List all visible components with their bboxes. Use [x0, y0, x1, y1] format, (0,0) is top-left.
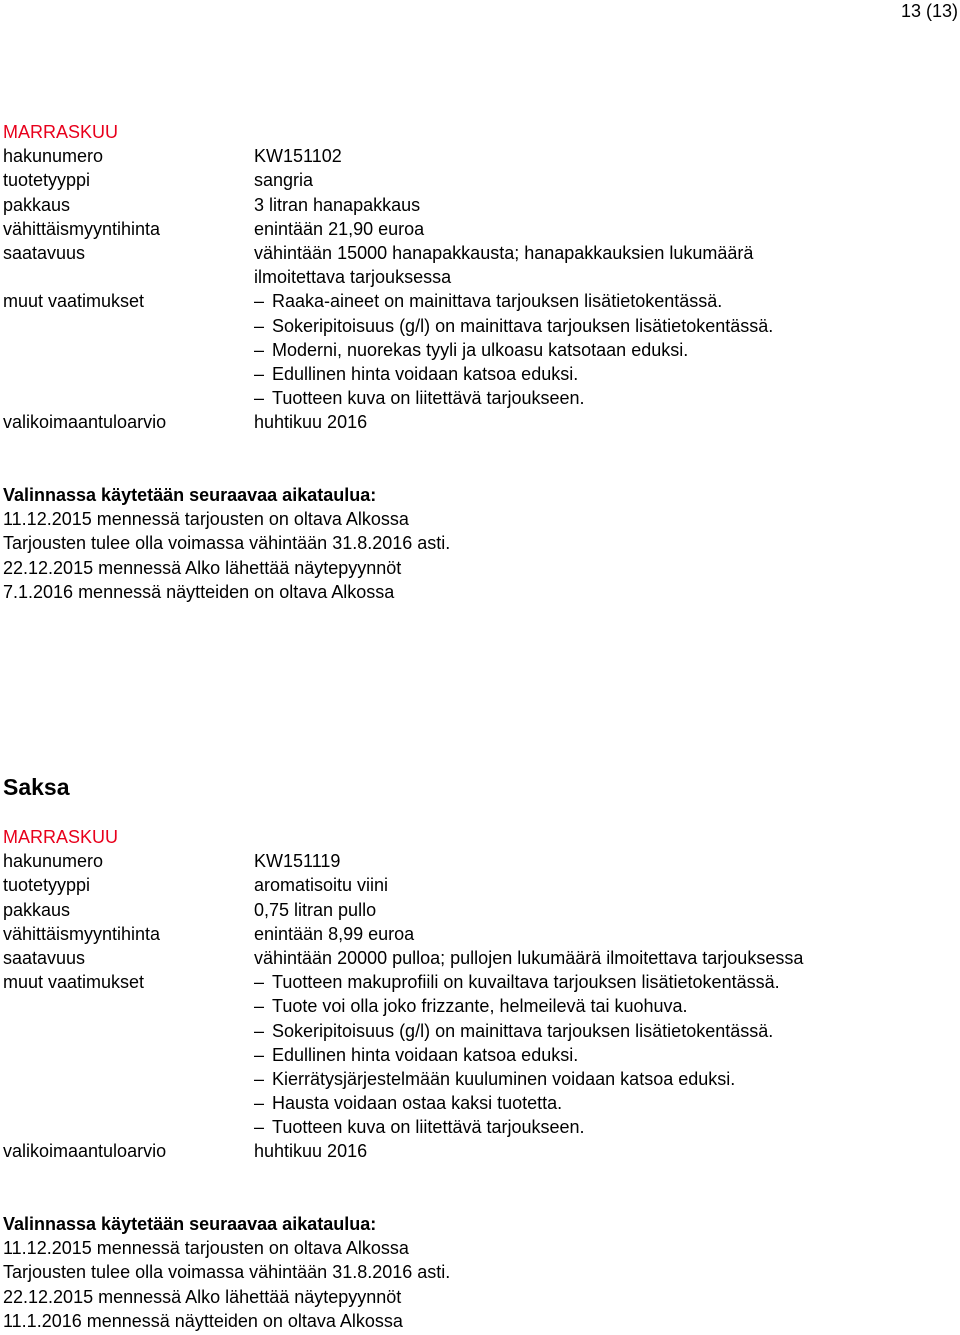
requirement-item: – Sokeripitoisuus (g/l) on mainittava tarjouksen lisätietokentässä. — [254, 1020, 774, 1041]
requirement-item: – Hausta voidaan ostaa kaksi tuotetta. — [254, 1093, 563, 1114]
field-value: enintään 21,90 euroa — [254, 218, 425, 239]
schedule-heading: Valinnassa käytetään seuraavaa aikataulua: — [3, 1214, 377, 1234]
requirement-row — [3, 1115, 953, 1139]
requirement-row — [3, 1091, 953, 1115]
field-label: pakkaus — [3, 899, 71, 920]
tender-section-2 — [3, 825, 953, 1164]
field-pakkaus — [3, 193, 953, 217]
requirement-item: – Tuote voi olla joko frizzante, helmeilevä tai kuohuva. — [254, 996, 688, 1017]
requirement-row — [3, 386, 953, 410]
field-label: tuotetyyppi — [3, 170, 91, 191]
field-tuotetyyppi — [3, 168, 953, 192]
field-label: tuotetyyppi — [3, 875, 91, 896]
field-label: vähittäismyyntihinta — [3, 923, 161, 944]
field-saatavuus-cont — [3, 265, 953, 289]
country-heading: Saksa — [3, 774, 70, 800]
requirement-row — [3, 1043, 953, 1067]
field-arvio — [3, 410, 953, 434]
requirement-row — [3, 362, 953, 386]
field-muut — [3, 970, 953, 994]
field-value: KW151102 — [254, 146, 342, 167]
field-label: pakkaus — [3, 194, 71, 215]
field-value: 3 litran hanapakkaus — [254, 194, 421, 215]
requirement-item: – Edullinen hinta voidaan katsoa eduksi. — [254, 1044, 579, 1065]
field-hinta — [3, 922, 953, 946]
field-pakkaus — [3, 898, 953, 922]
field-label: hakunumero — [3, 851, 104, 872]
field-label: valikoimaantuloarvio — [3, 1141, 167, 1162]
field-value: ilmoitettava tarjouksessa — [254, 267, 452, 288]
schedule-heading: Valinnassa käytetään seuraavaa aikataulua: — [3, 485, 377, 505]
schedule-section-2 — [3, 1212, 953, 1333]
field-label: vähittäismyyntihinta — [3, 218, 161, 239]
field-value: vähintään 20000 pulloa; pullojen lukumäärä ilmoitettava tarjouksessa — [254, 947, 804, 968]
month-heading: MARRASKUU — [3, 122, 119, 142]
field-value: huhtikuu 2016 — [254, 412, 368, 433]
field-label: saatavuus — [3, 947, 86, 968]
requirement-row — [3, 994, 953, 1018]
field-hakunumero — [3, 849, 953, 873]
schedule-item: 22.12.2015 mennessä Alko lähettää näytepyynnöt — [3, 557, 402, 578]
requirement-item: – Tuotteen kuva on liitettävä tarjoukseen. — [254, 388, 585, 409]
schedule-item: 11.1.2016 mennessä näytteiden on oltava Alkossa — [3, 1310, 403, 1331]
field-label: saatavuus — [3, 242, 86, 263]
field-hakunumero — [3, 144, 953, 168]
schedule-section-1 — [3, 483, 953, 604]
requirement-item: – Tuotteen makuprofiili on kuvailtava tarjouksen lisätietokentässä. — [254, 972, 780, 993]
field-value: aromatisoitu viini — [254, 875, 389, 896]
field-value: huhtikuu 2016 — [254, 1141, 368, 1162]
field-label: muut vaatimukset — [3, 972, 145, 993]
field-hinta — [3, 217, 953, 241]
requirement-item: – Tuotteen kuva on liitettävä tarjoukseen. — [254, 1117, 585, 1138]
field-label: hakunumero — [3, 146, 104, 167]
requirement-item: – Kierrätysjärjestelmään kuuluminen voidaan katsoa eduksi. — [254, 1068, 736, 1089]
requirement-item: – Raaka-aineet on mainittava tarjouksen lisätietokentässä. — [254, 291, 723, 312]
page-number: 13 (13) — [900, 1, 958, 21]
schedule-item: 22.12.2015 mennessä Alko lähettää näytepyynnöt — [3, 1286, 402, 1307]
field-label: valikoimaantuloarvio — [3, 412, 167, 433]
field-arvio — [3, 1139, 953, 1163]
requirement-item: – Sokeripitoisuus (g/l) on mainittava tarjouksen lisätietokentässä. — [254, 315, 774, 336]
requirement-row — [3, 314, 953, 338]
field-value: KW151119 — [254, 851, 341, 872]
requirement-item: – Edullinen hinta voidaan katsoa eduksi. — [254, 363, 579, 384]
field-value: 0,75 litran pullo — [254, 899, 377, 920]
tender-section-1 — [3, 120, 953, 434]
field-tuotetyyppi — [3, 873, 953, 897]
field-saatavuus — [3, 946, 953, 970]
requirement-row — [3, 1067, 953, 1091]
schedule-item: Tarjousten tulee olla voimassa vähintään 31.8.2016 asti. — [3, 1262, 451, 1283]
field-muut — [3, 289, 953, 313]
requirement-row — [3, 1019, 953, 1043]
field-value: enintään 8,99 euroa — [254, 923, 415, 944]
schedule-item: 7.1.2016 mennessä näytteiden on oltava Alkossa — [3, 581, 395, 602]
month-heading: MARRASKUU — [3, 827, 119, 847]
field-label: muut vaatimukset — [3, 291, 145, 312]
field-value: sangria — [254, 170, 314, 191]
requirement-row — [3, 338, 953, 362]
requirement-item: – Moderni, nuorekas tyyli ja ulkoasu katsotaan eduksi. — [254, 339, 689, 360]
schedule-item: Tarjousten tulee olla voimassa vähintään 31.8.2016 asti. — [3, 533, 451, 554]
field-saatavuus — [3, 241, 953, 265]
schedule-item: 11.12.2015 mennessä tarjousten on oltava Alkossa — [3, 509, 409, 530]
schedule-item: 11.12.2015 mennessä tarjousten on oltava Alkossa — [3, 1238, 409, 1259]
field-value: vähintään 15000 hanapakkausta; hanapakkauksien lukumäärä — [254, 242, 754, 263]
